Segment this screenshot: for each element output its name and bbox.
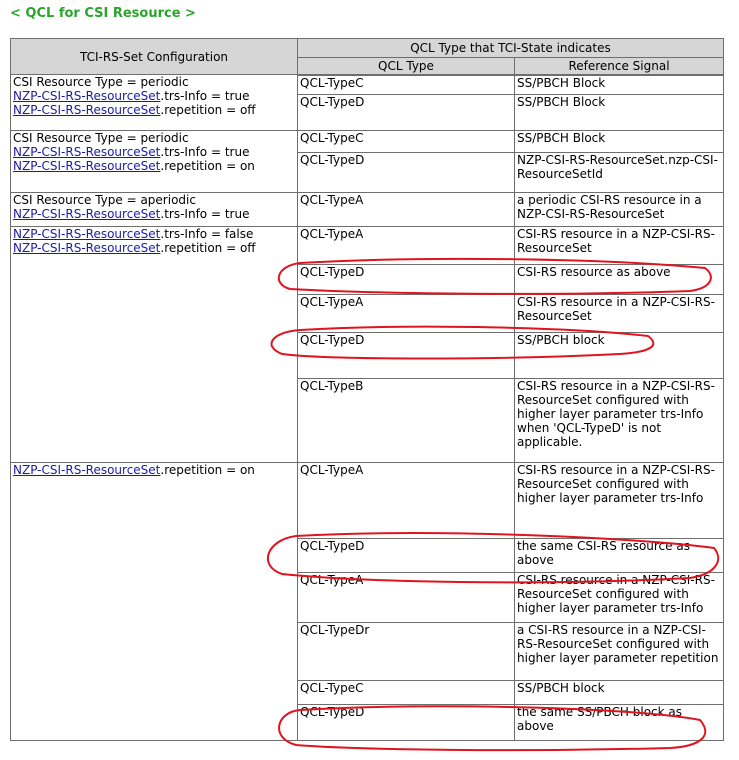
- section-title: < QCL for CSI Resource >: [10, 6, 196, 21]
- config-line: [13, 463, 295, 477]
- reference-signal-cell: a periodic CSI-RS resource in a NZP-CSI-RS-ResourceSet: [515, 193, 724, 227]
- table-row: [11, 75, 724, 95]
- reference-signal-cell: the same SS/PBCH block as above: [515, 705, 724, 741]
- reference-signal-cell: CSI-RS resource in a NZP-CSI-RS-ResourceSet configured with higher layer parameter trs-Info: [515, 573, 724, 623]
- reference-signal-cell: CSI-RS resource in a NZP-CSI-RS-ResourceSet configured with higher layer parameter trs-Info when 'QCL-TypeD' is not applicable.: [515, 379, 724, 463]
- reference-signal-cell: SS/PBCH block: [515, 333, 724, 379]
- reference-signal-cell: CSI-RS resource as above: [515, 265, 724, 295]
- reference-signal-cell: CSI-RS resource in a NZP-CSI-RS-ResourceSet configured with higher layer parameter trs-Info: [515, 463, 724, 539]
- config-cell: [11, 463, 298, 741]
- qcl-table: [10, 38, 724, 741]
- qcl-type-cell: QCL-TypeD: [298, 333, 515, 379]
- qcl-type-cell: QCL-TypeA: [298, 463, 515, 539]
- qcl-type-cell: QCL-TypeC: [298, 131, 515, 153]
- config-text: .trs-Info = true: [160, 89, 250, 103]
- config-cell: [11, 131, 298, 193]
- config-text: .repetition = on: [160, 159, 255, 173]
- config-text: CSI Resource Type = aperiodic: [13, 193, 196, 207]
- table-row: [11, 193, 724, 227]
- resource-set-link[interactable]: NZP-CSI-RS-ResourceSet: [13, 159, 161, 173]
- reference-signal-cell: SS/PBCH block: [515, 681, 724, 705]
- reference-signal-cell: NZP-CSI-RS-ResourceSet.nzp-CSI-ResourceSetId: [515, 153, 724, 193]
- config-line: [13, 193, 295, 207]
- config-line: [13, 241, 295, 255]
- resource-set-link[interactable]: NZP-CSI-RS-ResourceSet: [13, 241, 161, 255]
- config-line: [13, 89, 295, 103]
- table-row: [11, 463, 724, 539]
- resource-set-link[interactable]: NZP-CSI-RS-ResourceSet: [13, 145, 161, 159]
- config-line: [13, 75, 295, 89]
- resource-set-link[interactable]: NZP-CSI-RS-ResourceSet: [13, 103, 161, 117]
- qcl-type-cell: QCL-TypeA: [298, 227, 515, 265]
- resource-set-link[interactable]: NZP-CSI-RS-ResourceSet: [13, 207, 161, 221]
- table-body: [11, 75, 724, 741]
- qcl-type-cell: QCL-TypeD: [298, 539, 515, 573]
- qcl-type-cell: QCL-TypeA: [298, 295, 515, 333]
- config-text: .trs-Info = true: [160, 145, 250, 159]
- reference-signal-cell: CSI-RS resource in a NZP-CSI-RS-ResourceSet: [515, 295, 724, 333]
- qcl-type-cell: QCL-TypeA: [298, 193, 515, 227]
- config-text: .trs-Info = true: [160, 207, 250, 221]
- config-text: .repetition = off: [160, 103, 256, 117]
- reference-signal-cell: CSI-RS resource in a NZP-CSI-RS-ResourceSet: [515, 227, 724, 265]
- header-qcl-type-group: QCL Type that TCI-State indicates: [298, 39, 724, 58]
- qcl-type-cell: QCL-TypeC: [298, 681, 515, 705]
- config-cell: [11, 227, 298, 463]
- config-text: CSI Resource Type = periodic: [13, 131, 189, 145]
- resource-set-link[interactable]: NZP-CSI-RS-ResourceSet: [13, 227, 161, 241]
- qcl-type-cell: QCL-TypeDr: [298, 623, 515, 681]
- config-line: [13, 131, 295, 145]
- qcl-type-cell: QCL-TypeD: [298, 265, 515, 295]
- reference-signal-cell: a CSI-RS resource in a NZP-CSI-RS-ResourceSet configured with higher layer parameter repetition: [515, 623, 724, 681]
- reference-signal-cell: SS/PBCH Block: [515, 95, 724, 131]
- qcl-type-cell: QCL-TypeD: [298, 705, 515, 741]
- reference-signal-cell: SS/PBCH Block: [515, 75, 724, 95]
- reference-signal-cell: SS/PBCH Block: [515, 131, 724, 153]
- config-line: [13, 103, 295, 117]
- config-line: [13, 207, 295, 221]
- config-line: [13, 227, 295, 241]
- resource-set-link[interactable]: NZP-CSI-RS-ResourceSet: [13, 463, 161, 477]
- config-line: [13, 159, 295, 173]
- config-cell: [11, 193, 298, 227]
- header-tci-rs-set-configuration: TCI-RS-Set Configuration: [11, 39, 298, 75]
- qcl-type-cell: QCL-TypeA: [298, 573, 515, 623]
- table-row: [11, 227, 724, 265]
- config-line: [13, 145, 295, 159]
- config-text: CSI Resource Type = periodic: [13, 75, 189, 89]
- config-text: .repetition = on: [160, 463, 255, 477]
- resource-set-link[interactable]: NZP-CSI-RS-ResourceSet: [13, 89, 161, 103]
- qcl-type-cell: QCL-TypeB: [298, 379, 515, 463]
- table-row: [11, 131, 724, 153]
- reference-signal-cell: the same CSI-RS resource as above: [515, 539, 724, 573]
- header-reference-signal: Reference Signal: [515, 58, 724, 75]
- qcl-type-cell: QCL-TypeD: [298, 95, 515, 131]
- header-qcl-type: QCL Type: [298, 58, 515, 75]
- config-cell: [11, 75, 298, 131]
- config-text: .trs-Info = false: [160, 227, 254, 241]
- qcl-type-cell: QCL-TypeC: [298, 75, 515, 95]
- qcl-type-cell: QCL-TypeD: [298, 153, 515, 193]
- config-text: .repetition = off: [160, 241, 256, 255]
